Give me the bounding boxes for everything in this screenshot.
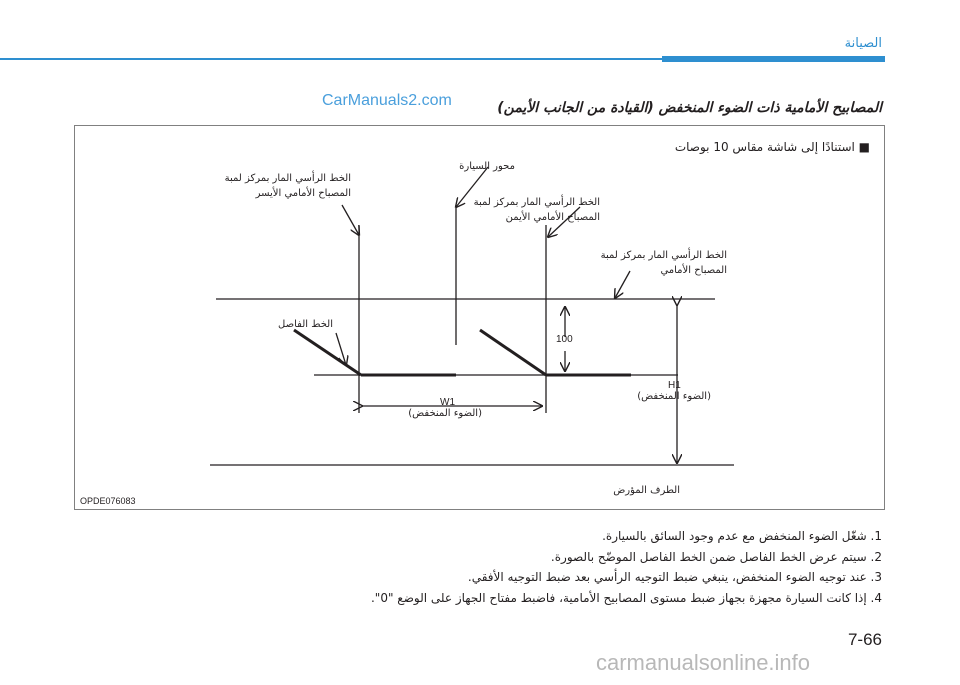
step-item: 3. ﻋﻨﺪ ﺗﻮﺟﻴﻪ ﺍﻟﻀﻮﺀ ﺍﻟﻤﻨﺨﻔﺾ، ﻳﻨﺒﻐﻲ ﺿﺒﻂ ﺍﻟﺘﻮﺟﻴﻪ ﺍﻟﺮﺃﺳﻲ ﺑﻌﺪ ﺿﺒﻂ ﺍﻟﺘﻮﺟﻴﻪ ﺍﻷﻓﻘﻲ. [467, 570, 882, 584]
label-ground: ﺍﻟﻄﺮﻑ ﺍﻟﻤﺆﺭﺽ [613, 485, 680, 496]
step-item: 2. ﺳﻴﺘﻢ ﻋﺮﺽ ﺍﻟﺨﻂ ﺍﻟﻔﺎﺻﻞ ﺿﻤﻦ ﺍﻟﺨﻂ ﺍﻟﻔﺎﺻﻞ ﺍﻟﻤﻮﺿّﺢ ﺑﺎﻟﺼﻮﺭﺓ. [550, 549, 882, 564]
header-accent-bar [662, 56, 885, 62]
watermark-link[interactable]: CarManuals2.com [322, 92, 452, 109]
doc-heading: ﺍﻟﻤﺼﺎﺑﻴﺢ ﺍﻷﻣﺎﻣﻴﺔ ﺫﺍﺕ ﺍﻟﻀﻮﺀ ﺍﻟﻤﻨﺨﻔﺾ (ﺍﻟﻘﻴﺎﺩﺓ ﻣﻦ ﺍﻟﺠﺎﻧﺐ ﺍﻷﻳﻤﻦ) [497, 100, 882, 116]
steps-list [262, 526, 882, 608]
label-left-center-line: ﺍﻟﺨﻂ ﺍﻟﺮﺃﺳﻲ ﺍﻟﻤﺎﺭ ﺑﻤﺮﻛﺰ ﻟﻤﺒﺔ ﺍﻟﻤﺼﺒﺎﺡ ﺍﻷﻣﺎﻣﻲ ﺍﻷﻳﺴﺮ [224, 173, 351, 199]
dimension-w1: W1 [440, 397, 455, 408]
bullet-icon: ■ [858, 140, 870, 154]
label-horizontal-line: ﺍﻟﺨﻂ ﺍﻟﺮﺃﺳﻲ ﺍﻟﻤﺎﺭ ﺑﻤﺮﻛﺰ ﻟﻤﺒﺔ ﺍﻟﻤﺼﺒﺎﺡ ﺍﻷﻣﺎﻣﻲ [600, 250, 727, 276]
dimension-h1-note: (ﺍﻟﻀﻮﺀ ﺍﻟﻤﻨﺨﻔﺾ) [637, 391, 711, 402]
aiming-diagram [74, 125, 885, 510]
step-item: 1. ﺷﻐّﻞ ﺍﻟﻀﻮﺀ ﺍﻟﻤﻨﺨﻔﺾ ﻣﻊ ﻋﺪﻡ ﻭﺟﻮﺩ ﺍﻟﺴﺎﺋﻖ ﺑﺎﻟﺴﻴﺎﺭﺓ. [602, 529, 882, 543]
right-beam-slope [480, 330, 546, 375]
step-item: 4. ﺇﺫﺍ ﻛﺎﻧﺖ ﺍﻟﺴﻴﺎﺭﺓ ﻣﺠﻬﺰﺓ ﺑﺠﻬﺎﺯ ﺿﺒﻂ ﻣﺴﺘﻮﻯ ﺍﻟﻤﺼﺎﺑﻴﺢ ﺍﻷﻣﺎﻣﻴﺔ، ﻓﺎﺿﺒﻂ ﻣﻔﺘﺎﺡ ﺍﻟﺠﻬﺎﺯ ﻋﻠﻰ ﺍﻟﻮﺿﻊ "0". [370, 590, 882, 605]
figure-code: OPDE076083 [80, 496, 136, 506]
figure-instruction [675, 140, 870, 154]
left-beam-slope [294, 330, 361, 375]
label-vehicle-axis: ﻣﺤﻮﺭ ﺍﻟﺴﻴﺎﺭﺓ [459, 161, 515, 172]
dimension-h1: H1 [668, 380, 681, 391]
label-cutoff-line: ﺍﻟﺨﻂ ﺍﻟﻔﺎﺻﻞ [278, 319, 333, 330]
label-right-center-line: ﺍﻟﺨﻂ ﺍﻟﺮﺃﺳﻲ ﺍﻟﻤﺎﺭ ﺑﻤﺮﻛﺰ ﻟﻤﺒﺔ ﺍﻟﻤﺼﺒﺎﺡ ﺍﻷﻣﺎﻣﻲ ﺍﻷﻳﻤﻦ [473, 197, 600, 223]
site-footer-link[interactable]: carmanualsonline.info [596, 650, 811, 675]
dimension-100: 100 [556, 334, 573, 345]
section-title: ﺍﻟﺼﻴﺎﻧﺔ [844, 36, 882, 51]
dimension-w1-note: (ﺍﻟﻀﻮﺀ ﺍﻟﻤﻨﺨﻔﺾ) [408, 408, 482, 419]
pointer-left-center [342, 205, 359, 235]
page-number: 7-66 [847, 630, 882, 649]
instruction-text: ﺍﺳﺘﻨﺎﺩًﺍ ﺇﻟﻰ ﺷﺎﺷﺔ ﻣﻘﺎﺱ 10 ﺑﻮﺻﺎﺕ [674, 140, 855, 154]
